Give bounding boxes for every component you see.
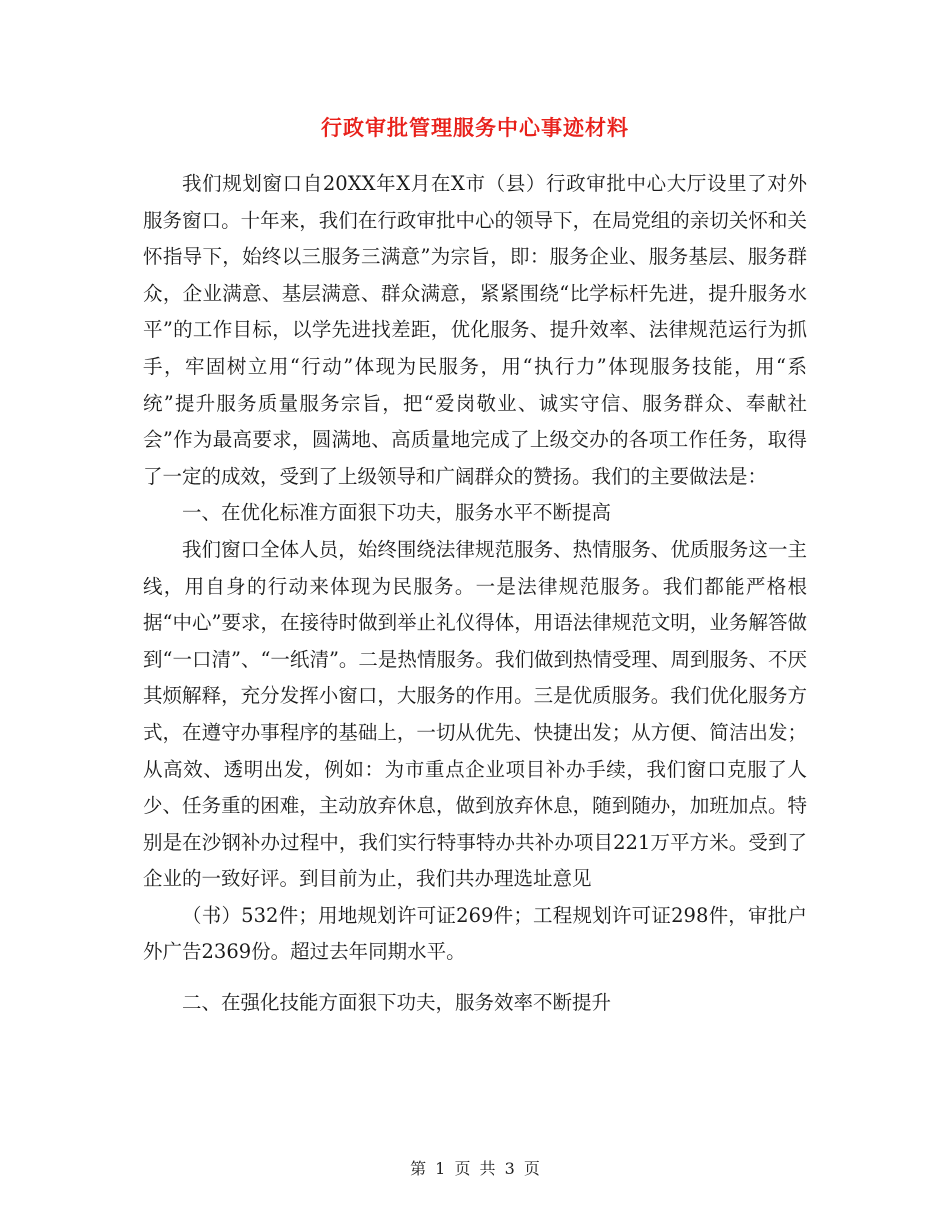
document-body bbox=[143, 166, 807, 1022]
paragraph-intro: 我们规划窗口自20XX年X月在X市（县）行政审批中心大厅设里了对外服务窗口。十年来，我们在行政审批中心的领导下，在局党组的亲切关怀和关怀指导下，始终以三服务三满意”为宗旨，即：服务企业、服务基层、服务群众，企业满意、基层满意、群众满意，紧紧围绕“比学标杆先进，提升服务水平”的工作目标，以学先进找差距，优化服务、提升效率、法律规范运行为抓手，牢固树立用“行动”体现为民服务，用“执行力”体现服务技能，用“系统”提升服务质量服务宗旨，把“爱岗敬业、诚实守信、服务群众、奉献社会”作为最高要求，圆满地、高质量地完成了上级交办的各项工作任务，取得了一定的成效，受到了上级领导和广阔群众的赞扬。我们的主要做法是： bbox=[143, 172, 807, 488]
section-heading-1: 一、在优化标准方面狠下功夫，服务水平不断提高 bbox=[182, 501, 612, 525]
paragraph-section-1: 我们窗口全体人员，始终围绕法律规范服务、热情服务、优质服务这一主线，用自身的行动来体现为民服务。一是法律规范服务。我们都能严格根据“中心”要求，在接待时做到举止礼仪得体，用语法律规范文明，业务解答做到“一口清”、“一纸清”。二是热情服务。我们做到热情受理、周到服务、不厌其烦解释，充分发挥小窗口，大服务的作用。三是优质服务。我们优化服务方式，在遵守办事程序的基础上，一切从优先、快捷出发；从方便、简洁出发；从高效、透明出发，例如：为市重点企业项目补办手续，我们窗口克服了人少、任务重的困难，主动放弃休息，做到放弃休息，随到随办，加班加点。特别是在沙钢补办过程中，我们实行特事特办共补办项目221万平方米。受到了企业的一致好评。到目前为止，我们共办理选址意见 bbox=[143, 537, 807, 891]
document-title: 行政审批管理服务中心事迹材料 bbox=[321, 115, 629, 140]
section-heading-2: 二、在强化技能方面狠下功夫，服务效率不断提升 bbox=[182, 991, 612, 1015]
page-number-footer: 第 1 页 共 3 页 bbox=[410, 1159, 540, 1178]
paragraph-section-1-continued: （书）532件；用地规划许可证269件；工程规划许可证298件，审批户外广告2369份。超过去年同期水平。 bbox=[143, 903, 807, 964]
